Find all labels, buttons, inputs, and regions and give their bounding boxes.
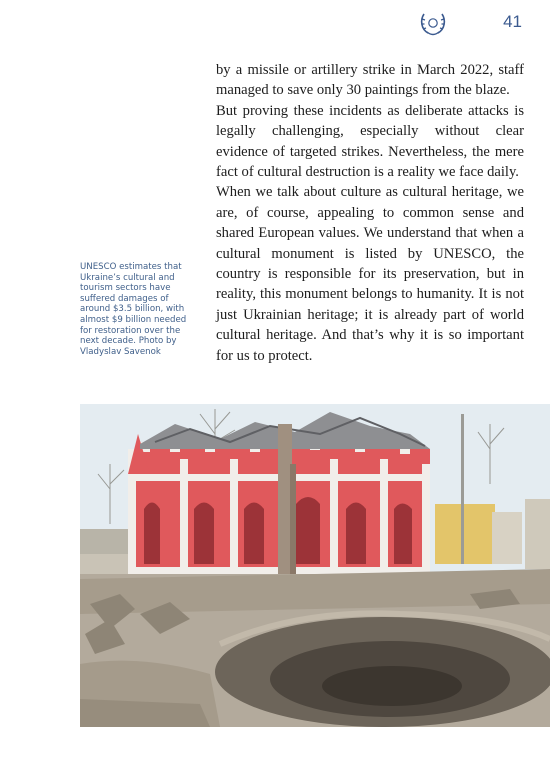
body-paragraph-3: When we talk about culture as cultural heritage, we are, of course, appealing to common sense and shared European values. We understand that when a cultural monument is listed by UNESCO, the country is responsible for its preservation, but in reality, this monument belongs to humanity. It is not just Ukrainian heritage; it is already part of world cultural heritage. And that’s why it is so important for us to protect. [216,184,524,364]
page-number: 41 [503,12,522,31]
laurel-wreath-icon [418,10,448,38]
body-paragraph-1: by a missile or artillery strike in March 2022, staff managed to save only 30 paintings from the blaze. [216,62,524,99]
body-text [216,60,524,366]
photo-caption: UNESCO estimates that Ukraine’s cultural and tourism sectors have suffered damages of around $3.5 billion, with almost $9 billion needed for restoration over the next decade. Photo by Vladyslav Savenok [80,262,187,357]
damaged-building-photo [80,404,550,727]
body-paragraph-2: But proving these incidents as deliberate attacks is legally challenging, especially without clear evidence of targeted strikes. Nevertheless, the mere fact of cultural destruction is a reality we face daily. [216,102,524,181]
